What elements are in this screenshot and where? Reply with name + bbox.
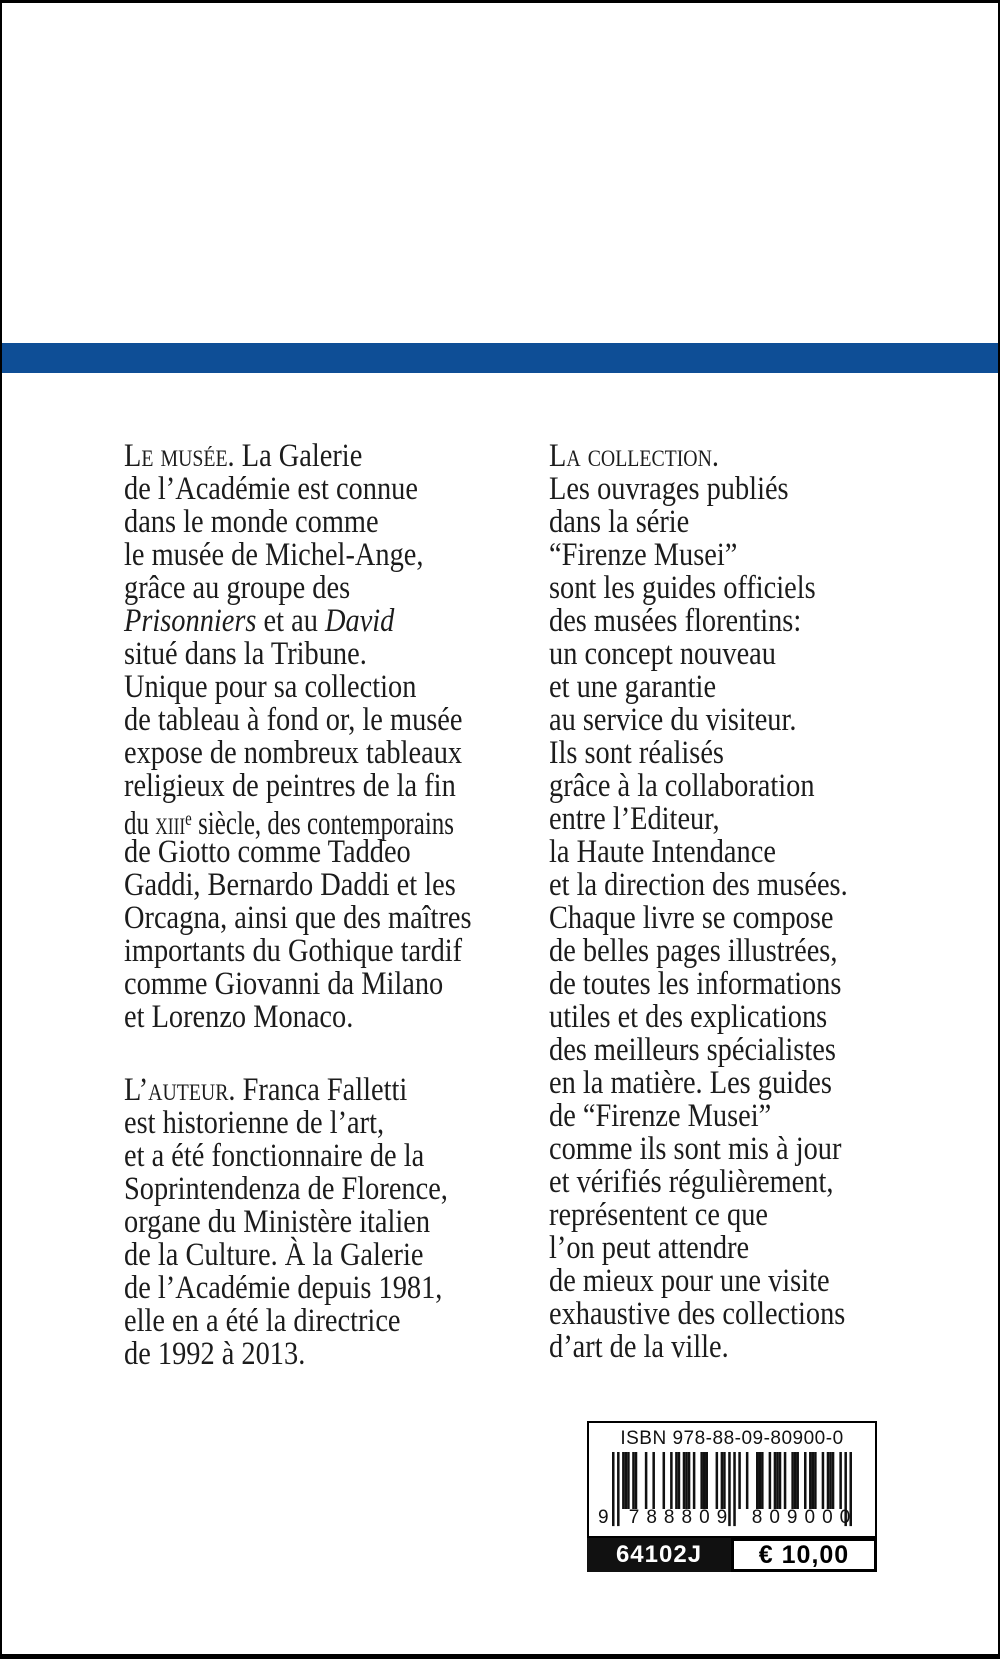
isbn-barcode-box bbox=[587, 1421, 877, 1538]
price-strip bbox=[587, 1538, 877, 1572]
author-paragraph: L’auteur. Franca Falletti est historienne de l’art, et a été fonctionnaire de la Soprintendenza de Florence, organe du Ministère italien de la Culture. À la Galerie de l’Académie depuis 1981, elle en a été la directrice de 1992 à 2013. bbox=[124, 1072, 448, 1372]
barcode-digits: 9 788809 809000 bbox=[598, 1507, 858, 1528]
left-column bbox=[124, 440, 574, 1371]
edition-code-badge: 64102J bbox=[587, 1538, 731, 1572]
barcode-area bbox=[598, 1452, 858, 1532]
isbn-text: ISBN 978-88-09-80900-0 bbox=[620, 1428, 844, 1449]
right-column-text bbox=[549, 440, 936, 1364]
museum-paragraph: Le musée. La Galerie de l’Académie est connue dans le monde comme le musée de Michel-Ange, grâce au groupe des Prisonniers et au David situé dans la Tribune. Unique pour sa collection de tableau à fond or, le musée expose de nombreux tableaux religieux de peintres de la fin du xiii$^e$ siècle, des contemporains de Giotto comme Taddeo Gaddi, Bernardo Daddi et les Orcagna, ainsi que des maîtres importants du Gothique tardif comme Giovanni da Milano et Lorenzo Monaco. bbox=[124, 438, 472, 1035]
left-column-text bbox=[124, 440, 511, 1371]
collection-paragraph: La collection. Les ouvrages publiés dans la série “Firenze Musei” sont les guides officiels des musées florentins: un concept nouveau et une garantie au service du visiteur. Ils sont réalisés grâce à la collaboration entre l’Editeur, la Haute Intendance et la direction des musées. Chaque livre se compose de belles pages illustrées, de toutes les informations utiles et des explications des meilleurs spécialistes en la matière. Les guides de “Firenze Musei” comme ils sont mis à jour et vérifiés régulièrement, représentent ce que l’on peut attendre de mieux pour une visite exhaustive des collections d’art de la ville. bbox=[549, 438, 848, 1365]
blue-stripe bbox=[2, 343, 998, 373]
price-badge: € 10,00 bbox=[731, 1538, 877, 1572]
isbn-price-block bbox=[587, 1421, 877, 1572]
right-column bbox=[549, 440, 999, 1364]
